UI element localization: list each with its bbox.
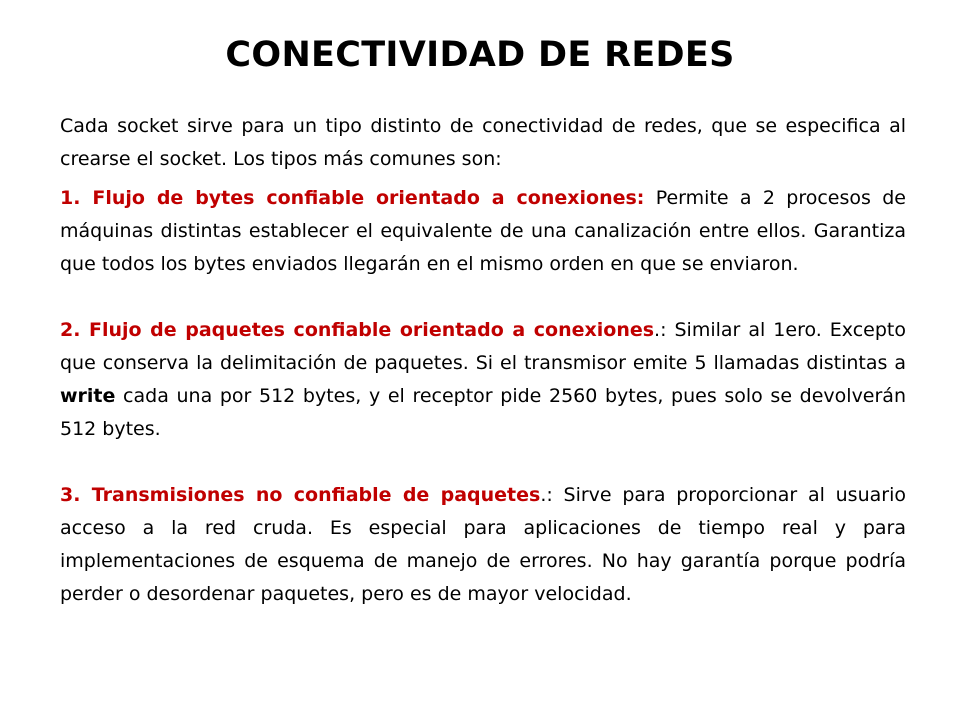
item-2-text-after: cada una por 512 bytes, y el receptor pide 2560 bytes, pues solo se devolverán 512 bytes. [60,385,906,440]
slide-title: CONECTIVIDAD DE REDES [225,35,735,75]
item-3-text: .: Sirve para proporcionar al usuario acceso a la red cruda. Es especial para aplicaciones de tiempo real y para implementaciones de esquema de manejo de errores. No hay garantía porque podría perder o desordenar paquetes, pero es de mayor velocidad. [60,484,906,605]
item-3-paragraph [60,479,906,611]
item-2-bold-word: write [60,385,116,407]
item-3-heading: 3. Transmisiones no confiable de paquetes [60,484,541,506]
slide-body [60,110,906,611]
item-2-paragraph [60,314,906,446]
item-2-text-before: .: Similar al 1ero. Excepto que conserva la delimitación de paquetes. Si el transmisor emite 5 llamadas distintas a [60,319,906,374]
item-1-text: Permite a 2 procesos de máquinas distintas establecer el equivalente de una canalización entre ellos. Garantiza que todos los bytes enviados llegarán en el mismo orden en que se enviaron. [60,187,906,275]
item-2-heading: 2. Flujo de paquetes confiable orientado a conexiones [60,319,655,341]
intro-paragraph: Cada socket sirve para un tipo distinto de conectividad de redes, que se especifica al crearse el socket. Los tipos más comunes son: [60,115,906,170]
item-1-paragraph [60,182,906,281]
item-1-heading: 1. Flujo de bytes confiable orientado a conexiones: [60,187,645,209]
